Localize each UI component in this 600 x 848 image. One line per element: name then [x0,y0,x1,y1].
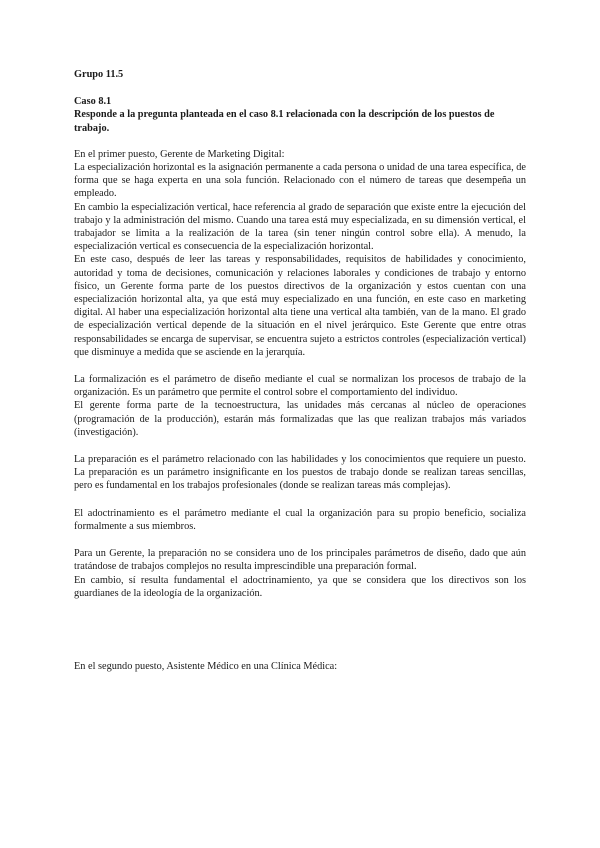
paragraph-technostructure: El gerente forma parte de la tecnoestructura, las unidades más cercanas al núcleo de operaciones (programación de la producción), estarán más formalizadas que las que realizan trabajos más variados (investigación). [74,400,526,438]
question-heading: Responde a la pregunta planteada en el caso 8.1 relacionada con la descripción de los puestos de trabajo. [74,109,495,134]
first-position-intro: En el primer puesto, Gerente de Marketing Digital: [74,148,285,160]
paragraph-manager-indoctrination: En cambio, sí resulta fundamental el adoctrinamiento, ya que se considera que los directivos son los guardianes de la ideología de la organización. [74,574,526,599]
paragraph-indoctrination: El adoctrinamiento es el parámetro mediante el cual la organización para su propio beneficio, socializa formalmente a sus miembros. [74,507,526,532]
group-heading: Grupo 11.5 [74,69,124,80]
paragraph-vertical-specialization: En cambio la especialización vertical, hace referencia al grado de separación que existe entre la ejecución del trabajo y la administración del mismo. Cuando una tarea está muy especializada, en su dimensión vertical, el trabajador se limita a la realización de la tarea (sin tener ningún control sobre ella). A menudo, la especialización vertical es consecuencia de la especialización horizontal. [74,201,526,253]
paragraph-preparation: La preparación es el parámetro relacionado con las habilidades y los conocimientos que requiere un puesto. La preparación es un parámetro insignificante en los puestos de trabajo donde se realizan tareas sencillas, pero es fundamental en los trabajos profesionales (donde se realizan tareas más complejas). [74,454,526,492]
paragraph-manager-preparation: Para un Gerente, la preparación no se considera uno de los principales parámetros de diseño, dado que aún tratándose de trabajos complejos no resulta imprescindible una preparación formal. [74,548,526,573]
second-position-intro: En el segundo puesto, Asistente Médico en una Clínica Médica: [74,660,338,672]
paragraph-horizontal-specialization: La especialización horizontal es la asignación permanente a cada persona o unidad de una tarea específica, de forma que se haga experta en una sola función. Relacionado con el número de tareas que desempeña un empleado. [74,162,526,200]
paragraph-formalization: La formalización es el parámetro de diseño mediante el cual se normalizan los procesos de trabajo de la organización. Es un parámetro que permite el control sobre el comportamiento del individuo. [74,374,526,399]
paragraph-case-analysis: En este caso, después de leer las tareas y responsabilidades, requisitos de habilidades y conocimiento, autoridad y toma de decisiones, comunicación y relaciones laborales y condiciones de trabajo y entorno físico, un Gerente forma parte de los puestos directivos de la organización y estos cuentan con una especialización horizontal alta, ya que está muy especializado en una función, en este caso en marketing digital. Al haber una especialización horizontal alta tiene una vertical alta también, van de la mano. El grado de especialización vertical depende de la situación en el nivel jerárquico. Este Gerente que entre otras responsabilidades se encarga de supervisar, se encuentra sujeto a estrictos controles (especialización vertical) que disminuye a medida que se asciende en la jerarquía. [74,254,526,358]
document-content [74,68,526,673]
case-heading: Caso 8.1 [74,96,112,108]
